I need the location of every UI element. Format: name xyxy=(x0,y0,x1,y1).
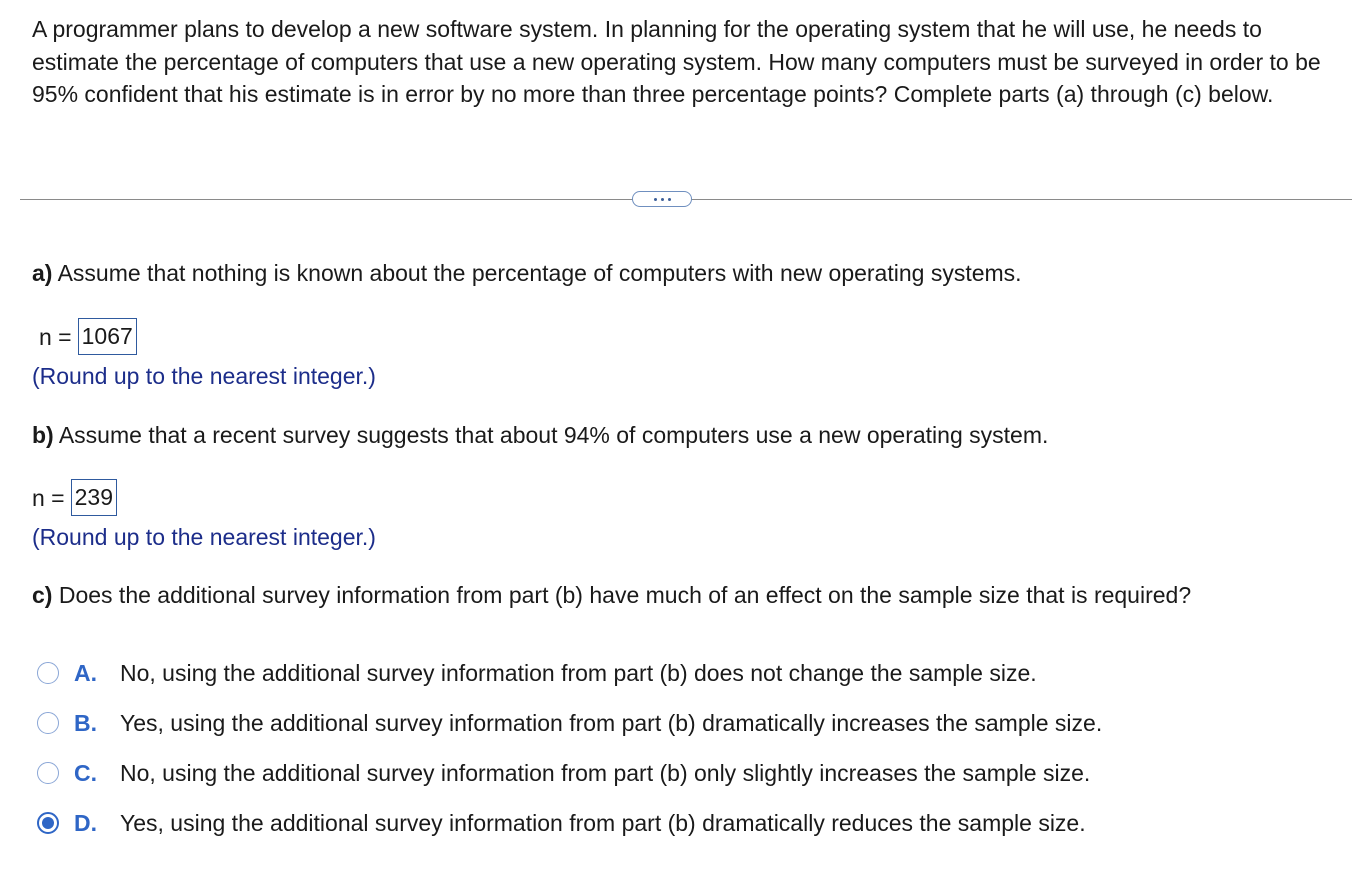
part-b-text: Assume that a recent survey suggests that about 94% of computers use a new operating system. xyxy=(58,422,1049,448)
part-b-answer-field[interactable]: 239 xyxy=(71,479,117,516)
radio-button-icon[interactable] xyxy=(37,662,59,684)
part-a-text: Assume that nothing is known about the percentage of computers with new operating systems. xyxy=(57,260,1022,286)
option-b-letter: B. xyxy=(74,709,97,736)
option-d-text: Yes, using the additional survey information from part (b) dramatically reduces the sample size. xyxy=(120,809,1086,836)
part-b-n-label: n = xyxy=(32,484,65,511)
option-c-letter: C. xyxy=(74,759,97,786)
part-c-label: c) xyxy=(32,582,53,608)
ellipsis-icon xyxy=(654,198,657,201)
option-a-letter: A. xyxy=(74,659,97,686)
part-a-hint: (Round up to the nearest integer.) xyxy=(32,363,376,389)
part-a-label: a) xyxy=(32,260,53,286)
part-a-question xyxy=(32,259,1022,287)
part-b-label: b) xyxy=(32,422,54,448)
option-b[interactable] xyxy=(37,708,1102,738)
option-a[interactable] xyxy=(37,658,1037,688)
part-a-n-label: n = xyxy=(39,323,72,350)
part-c-text: Does the additional survey information from part (b) have much of an effect on the sample size that is required? xyxy=(58,582,1192,608)
option-a-text: No, using the additional survey information from part (b) does not change the sample size. xyxy=(120,659,1037,686)
part-c-question xyxy=(32,581,1191,609)
problem-statement: A programmer plans to develop a new software system. In planning for the operating system that he will use, he needs to estimate the percentage of computers that use a new operating system. How many computers must be surveyed in order to be 95% confident that his estimate is in error by no more than three percentage points? Complete parts (a) through (c) below. xyxy=(32,16,1321,107)
part-b-answer-row xyxy=(32,479,117,516)
option-c[interactable] xyxy=(37,758,1090,788)
option-d[interactable] xyxy=(37,808,1086,838)
option-c-text: No, using the additional survey information from part (b) only slightly increases the sample size. xyxy=(120,759,1091,786)
expand-more-button[interactable] xyxy=(632,191,692,207)
part-a-answer-row xyxy=(39,318,137,355)
radio-button-selected-icon[interactable] xyxy=(37,812,59,834)
part-b-question xyxy=(32,421,1048,449)
radio-button-icon[interactable] xyxy=(37,762,59,784)
option-d-letter: D. xyxy=(74,809,97,836)
part-b-hint: (Round up to the nearest integer.) xyxy=(32,524,376,550)
radio-button-icon[interactable] xyxy=(37,712,59,734)
part-a-answer-field[interactable]: 1067 xyxy=(78,318,137,355)
option-b-text: Yes, using the additional survey information from part (b) dramatically increases the sample size. xyxy=(120,709,1103,736)
